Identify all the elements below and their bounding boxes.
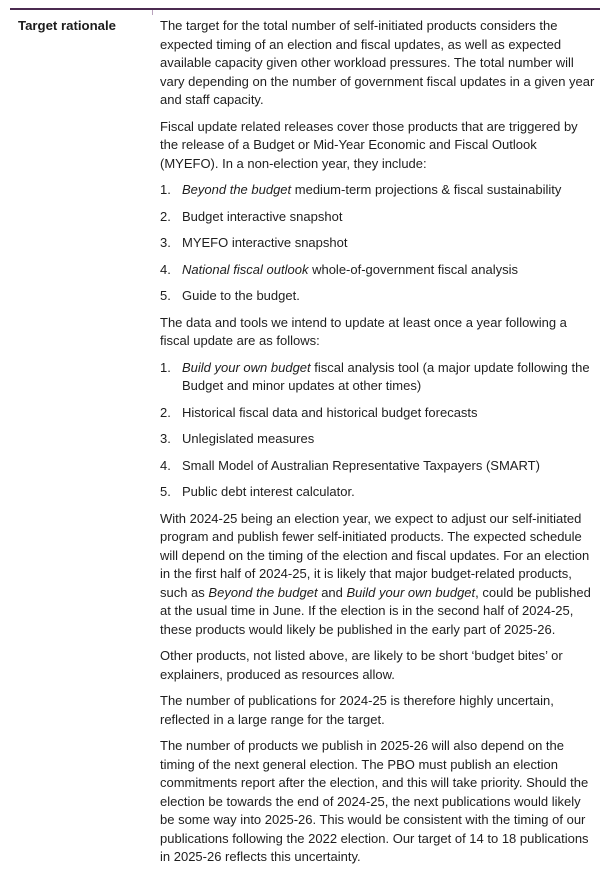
paragraph [160,118,598,174]
text-run: Guide to the budget. [182,288,300,303]
paragraph [160,737,598,867]
list-item-text [182,234,598,253]
list-item [160,457,598,476]
text-run-italic: Beyond the budget [182,182,292,197]
list-number: 1. [160,359,171,375]
paragraph [160,647,598,684]
text-run: With 2024-25 being an election year, we expect to adjust our self-initiated program and publish fewer self-initiated products. The expected schedule will depend on the timing of the election and fiscal updates. For an election in the first half of 2024-25, it is likely that major budget-related products, such as [160,510,590,600]
list-item [160,404,598,423]
text-run: fiscal analysis tool (a major update following the Budget and minor updates at other times) [182,359,590,393]
list-item [160,208,598,227]
text-run: MYEFO interactive snapshot [182,235,348,250]
list-item [160,261,598,280]
paragraph [160,17,598,110]
list-item [160,483,598,502]
text-run-italic: National fiscal outlook [182,261,309,277]
list-number: 2. [160,404,171,420]
target-rationale-table [10,8,600,875]
list-item-text [182,261,598,280]
text-run-italic: Build your own budget [182,359,311,375]
text-run: Other products, not listed above, are likely to be short ‘budget bites’ or explainers, produced as resources allow. [160,648,563,682]
text-run: medium-term projections & fiscal sustainability [291,182,562,197]
list-number: 5. [160,484,171,499]
list-item-text [182,287,598,306]
text-run: The data and tools we intend to update at least once a year following a fiscal update are as follows: [160,314,567,348]
list-item-text [182,359,598,396]
text-run-italic: Beyond the budget [208,584,318,600]
paragraph [160,692,598,729]
row-content-cell [152,10,600,875]
list-item [160,181,598,200]
list-number: 1. [160,182,171,197]
text-run: Fiscal update related releases cover those products that are triggered by the release of a Budget or Mid-Year Economic and Fiscal Outlook (MYEFO). In a non-election year, they include: [160,118,578,171]
list-item [160,359,598,396]
column-divider-tick [152,10,153,15]
list-item [160,287,598,306]
list-item-text [182,457,598,476]
text-run: The number of products we publish in 2025-26 will also depend on the timing of the next general election. The PBO must publish an election commitments report after the election, and this will take priority. Should the election be towards the end of 2024-25, the next publications would likely be some way into 2025-26. This would be consistent with the timing of our publications following the 2022 election. Our target of 14 to 18 publications in 2025-26 reflects this uncertainty. [160,738,589,864]
list-number: 5. [160,288,171,303]
list-item-text [182,430,598,449]
text-run: whole-of-government fiscal analysis [308,261,519,277]
text-run: Unlegislated measures [182,431,315,446]
list-item [160,234,598,253]
text-run: Small Model of Australian Representative Taxpayers (SMART) [182,457,540,473]
list-item-text [182,404,598,423]
list-item-text [182,181,598,200]
text-run: Public debt interest calculator. [182,484,355,499]
list-item [160,430,598,449]
list-item-text [182,208,598,227]
list-number: 3. [160,235,171,250]
list-number: 4. [160,457,171,473]
text-run: , could be published at the usual time in June. If the election is in the second half of 2024-25, these products would likely be published in the early part of 2025-26. [160,584,591,637]
paragraph [160,314,598,351]
list-number: 2. [160,208,171,224]
text-run: Historical fiscal data and historical budget forecasts [182,404,478,420]
list-item-text [182,483,598,502]
text-run: and [317,584,347,600]
text-run: The target for the total number of self-initiated products considers the expected timing of an election and fiscal updates, as well as expected available capacity given other workload pressures. The total number will vary depending on the number of government fiscal updates in a given year and staff capacity. [160,18,595,107]
paragraph [160,510,598,640]
row-label: Target rationale [18,18,116,33]
list-number: 4. [160,261,171,277]
list-number: 3. [160,431,171,446]
text-run-italic: Build your own budget [346,584,476,600]
text-run: Budget interactive snapshot [182,208,343,224]
row-label-cell [10,10,152,875]
text-run: The number of publications for 2024-25 is therefore highly uncertain, reflected in a large range for the target. [160,693,554,727]
